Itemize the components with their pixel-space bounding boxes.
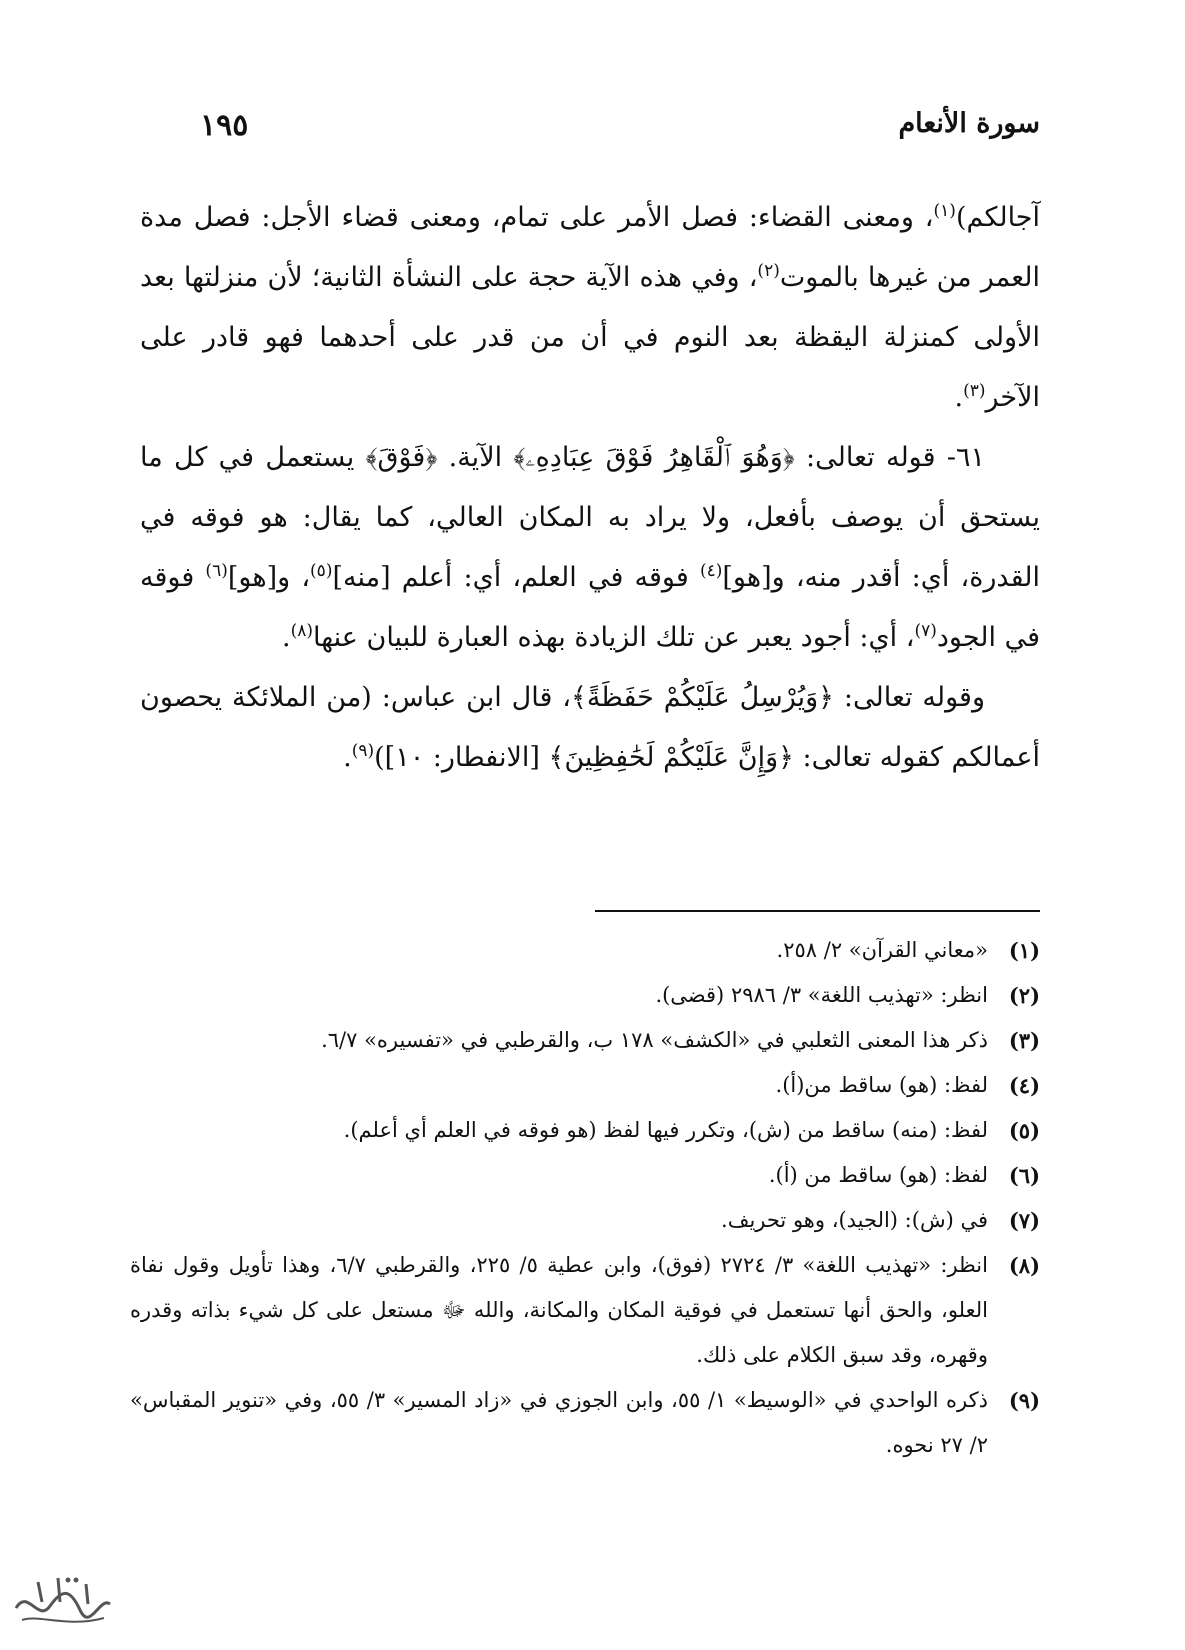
footnote-ref-9: (٩): [351, 741, 375, 761]
text-segment: آجالكم): [955, 202, 1040, 233]
text-segment: ، وفي هذه الآية حجة على النشأة الثانية؛ لأن منزلتها بعد الأولى كمنزلة اليقظة بعد النوم في أن من قدر على أحدهما فهو قادر على الآخر: [140, 262, 1040, 413]
page-number: ١٩٥: [200, 108, 249, 143]
watermark-stroke: [22, 1618, 104, 1622]
footnote-number: (٨): [1008, 1253, 1040, 1278]
watermark-dot: [74, 1578, 79, 1583]
footnote-text: انظر: «تهذيب اللغة» ٣/ ٢٩٨٦ (قضى).: [655, 983, 988, 1007]
footnote: [130, 1243, 1040, 1378]
footnote-ref-4: (٤): [699, 561, 723, 581]
footnote: [130, 1018, 1040, 1063]
footnote-ref-1: (١): [933, 201, 956, 221]
footnote-text: في (ش): (الجيد)، وهو تحريف.: [721, 1208, 988, 1232]
text-segment: ، و[هو]: [227, 562, 311, 593]
text-segment: ، أي: أجود يعبر عن تلك الزيادة بهذه العبارة للبيان عنها: [312, 622, 915, 653]
text-segment: يستعمل في كل ما يستحق أن يوصف بأفعل، ولا يراد به المكان العالي، كما يقال: هو فوقه في القدرة، أي: أقدر منه، و[هو]: [140, 442, 1040, 593]
footnote-number: (١): [1008, 938, 1040, 963]
footnote-text: لفظ: (هو) ساقط من(أ).: [775, 1073, 988, 1097]
footnote: [130, 1198, 1040, 1243]
footnote-number: (٢): [1008, 983, 1040, 1008]
text-segment: ٦١- قوله تعالى:: [794, 442, 985, 473]
watermark-stroke: [16, 1593, 110, 1617]
footnote-ref-3: (٣): [963, 381, 986, 401]
paragraph-3: [140, 668, 1040, 788]
text-segment: [الانفطار: ١٠]): [374, 742, 549, 773]
footnote-number: (٧): [1008, 1208, 1040, 1233]
footnote-ref-2: (٢): [757, 261, 780, 281]
footnote-number: (٣): [1008, 1028, 1040, 1053]
footnote: [130, 928, 1040, 973]
text-segment: .: [954, 382, 964, 413]
footnote-text: لفظ: (هو) ساقط من (أ).: [768, 1163, 988, 1187]
text-segment: الآية.: [437, 442, 514, 473]
watermark-stroke: [38, 1578, 88, 1604]
footnote: [130, 1153, 1040, 1198]
paragraph-1: [140, 188, 1040, 428]
text-segment: فوقه في الجود: [140, 562, 1040, 653]
footnote-text: لفظ: (منه) ساقط من (ش)، وتكرر فيها لفظ (هو فوقه في العلم أي أعلم).: [343, 1118, 988, 1142]
surah-title: سورة الأنعام: [898, 108, 1040, 139]
footnote: [130, 1108, 1040, 1153]
footnote-number: (٦): [1008, 1163, 1040, 1188]
text-segment: ، ومعنى القضاء: فصل الأمر على تمام، ومعنى قضاء الأجل: فصل مدة العمر من غيرها بالموت: [140, 202, 1040, 293]
footnote: [130, 1063, 1040, 1108]
footnote-ref-5: (٥): [310, 561, 333, 581]
quran-quote: ﴿وَإِنَّ عَلَيْكُمْ لَحَٰفِظِينَ﴾: [548, 742, 794, 773]
footnote-separator: [595, 910, 1040, 912]
footnote-text: ذكر هذا المعنى الثعلبي في «الكشف» ١٧٨ ب، والقرطبي في «تفسيره» ٦/٧.: [321, 1028, 988, 1052]
footnote: [130, 973, 1040, 1018]
page-header: [200, 108, 1040, 158]
text-segment: ، قال ابن عباس: (من الملائكة يحصون أعمالكم كقوله تعالى:: [140, 682, 1040, 773]
text-segment: وقوله تعالى:: [834, 682, 985, 713]
watermark-logo: [8, 1568, 118, 1638]
footnote-ref-7: (٧): [914, 621, 937, 641]
footnote-text: انظر: «تهذيب اللغة» ٣/ ٢٧٢٤ (فوق)، وابن عطية ٥/ ٢٢٥، والقرطبي ٦/٧، وهذا تأويل وقول نفاة العلو، والحق أنها تستعمل في فوقية المكان والمكانة، والله ﷻ مستعل على كل شيء بذاته وقدره وقهره، وقد سبق الكلام على ذلك.: [130, 1253, 988, 1367]
footnote-number: (٥): [1008, 1118, 1040, 1143]
quran-quote: ﴿وَيُرْسِلُ عَلَيْكُمْ حَفَظَةً﴾: [571, 682, 835, 713]
quran-quote: ﴿فَوْقَ﴾: [365, 442, 438, 473]
footnotes: [130, 928, 1040, 1468]
footnote: [130, 1378, 1040, 1468]
footnote-ref-8: (٨): [290, 621, 313, 641]
paragraph-2: [140, 428, 1040, 668]
footnote-number: (٤): [1008, 1073, 1040, 1098]
footnote-number: (٩): [1008, 1388, 1040, 1413]
footnote-text: «معاني القرآن» ٢/ ٢٥٨.: [776, 938, 988, 962]
main-text: [140, 188, 1040, 788]
footnote-ref-6: (٦): [205, 561, 228, 581]
quran-quote: ﴿وَهُوَ ٱلْقَاهِرُ فَوْقَ عِبَادِهِۦ﴾: [513, 442, 795, 473]
watermark-dot: [66, 1578, 71, 1583]
text-segment: فوقه في العلم، أي: أعلم [منه]: [332, 562, 700, 593]
text-segment: .: [343, 742, 352, 773]
text-segment: .: [281, 622, 291, 653]
footnote-text: ذكره الواحدي في «الوسيط» ١/ ٥٥، وابن الجوزي في «زاد المسير» ٣/ ٥٥، وفي «تنوير المقباس» ٢/ ٢٧ نحوه.: [130, 1388, 988, 1457]
